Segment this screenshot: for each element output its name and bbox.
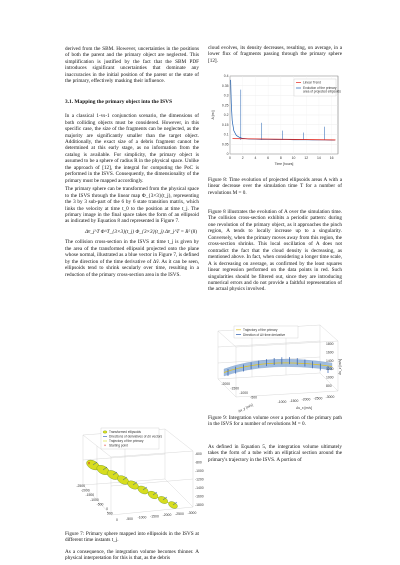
left-para-2: The primary sphere can be transformed from the physical space to the ISVS through the linear map Φ_{3×3}(t_j), representing the 3 by 3 sub-part of the 6 by 6 state transition matrix, which links the velocity at time t_0 to the position at time t_j. The primary image in the final space takes the form of an ellipsoid as indicated by Equation 8 and represented in Figure 7. <box>65 186 199 225</box>
fig9-legend-0: Trajectory of the primary <box>243 328 278 332</box>
fig7-legend-0: Transformed ellipsoids <box>109 430 141 435</box>
figure-8-chart <box>208 72 344 172</box>
right-intro: cloud evolves, its density decreases, resulting, on average, in a lower flux of fragments passing through the primary sphere [12]. <box>208 45 342 64</box>
fig7-y-tick: -500 <box>96 502 104 507</box>
fig8-legend <box>294 79 341 96</box>
fig7-y-tick: -1500 <box>85 493 95 498</box>
fig7-x-tick: -3000 <box>187 510 197 515</box>
figure-7-caption-block <box>65 531 199 544</box>
fig9-x-tick: -3000 <box>325 395 335 400</box>
left-para-3: The collision cross-section in the ISVS at time t_j is given by the area of the transformed ellipsoid projected onto the plane whose normal, illustrated as a blue vector in Figure 7, is defined by the direction of the time derivative of Δv̄. As it can be seen, ellipsoids tend to shrink secularly over time, resulting in a reduction of the primary cross-section area in the ISVS. <box>65 239 199 278</box>
figure-9-caption: Figure 9: Integration volume over a portion of the primary path in the ISVS for a number of revolutions M = 0. <box>208 415 342 428</box>
fig8-legend-0: Linear Trend <box>303 80 321 85</box>
fig9-legend-1: Direction of Δv̄ time derivative <box>243 332 286 337</box>
right-para-1-block <box>208 209 342 293</box>
equation-8 <box>65 229 199 235</box>
fig8-x-tick: 6 <box>267 156 270 160</box>
fig8-x-tick: 16 <box>329 156 334 160</box>
fig8-y-tick: 0.1 <box>223 132 229 137</box>
fig8-legend-1: Evolution of the primary area of projected ellipsoids <box>303 86 341 94</box>
fig7-x-tick: -1500 <box>150 514 159 519</box>
figure-8-caption: Figure 8: Time evolution of projected ellipsoids areas A with a linear decrease over the simulation time T for a number of revolutions M = 0. <box>208 177 342 196</box>
fig8-x-label: Time [hours] <box>274 162 294 166</box>
left-bottom-block <box>65 549 199 562</box>
fig7-z-tick: -1600 <box>195 494 204 499</box>
right-column <box>208 0 342 64</box>
fig8-y-tick: 0.35 <box>221 83 229 88</box>
fig7-y-tick: 0 <box>106 507 108 511</box>
fig8-x-tick: 10 <box>291 156 296 160</box>
fig9-y-label: Δv_y [m/s] <box>237 402 254 414</box>
fig9-x-tick: -2000 <box>301 397 311 402</box>
fig8-y-tick: 0.3 <box>223 93 229 98</box>
figure-7-legend <box>101 428 163 449</box>
fig8-y-tick: 0.2 <box>223 113 229 118</box>
equation-8-body: Δv̄_j^T Φ^T_{3×3}(t_j) Φ_{3×3}(t_j) Δv̄_j^T = R² <box>85 228 191 235</box>
fig7-x-tick: 0 <box>116 518 118 522</box>
figure-8-caption-block <box>208 177 342 196</box>
fig8-y-tick: 0 <box>226 152 229 157</box>
fig7-start-point: × <box>87 461 91 467</box>
fig9-y-tick: -1500 <box>230 386 239 391</box>
figure-9-plot <box>208 323 348 414</box>
fig7-legend-3: Starting point <box>109 443 128 448</box>
right-para-2: As defined in Equation 5, the integration volume ultimately takes the form of a tube with an elliptical section around the primary's trajectory in the ISVS. A portion of <box>208 444 342 463</box>
fig9-x-tick: -1000 <box>277 400 287 404</box>
fig9-y-tick: -2000 <box>221 382 230 386</box>
fig8-y-tick: 0.15 <box>221 122 229 127</box>
fig8-y-tick: 0.25 <box>221 103 229 108</box>
figure-8 <box>208 72 344 172</box>
left-para-4: As a consequence, the integration volume becomes thinner. A physical interpretation for this is that, as the debris <box>65 549 199 562</box>
fig9-z-tick: 1600 <box>326 350 334 355</box>
left-para-1: In a classical 1-vs-1 conjunction scenario, the dimensions of both colliding objects must be considered. However, in this specific case, the size of the fragments can be neglected, as the majority are significantly smaller than the target object. Additionally, the exact size of a debris fragment cannot be determined at this early stage, as no information from the catalog is available. For simplicity, the primary object is assumed to be a sphere of radius R in the physical space. Unlike the approach of [12], the integral for computing the PoC is performed in the ISVS. Consequently, the dimensionality of the primary must be mapped accordingly. <box>65 113 199 184</box>
fig8-x-tick: 0 <box>229 156 231 160</box>
figure-9-legend <box>234 326 298 338</box>
fig9-x-tick: -2500 <box>313 396 323 401</box>
fig7-y-tick: -2500 <box>76 484 85 488</box>
fig7-y-tick: -1000 <box>90 497 99 502</box>
figure-7-caption: Figure 7: Primary sphere mapped into ellipsoids in the ISVS at different time instants t_j. <box>65 531 199 544</box>
fig8-y-tick: 0.4 <box>223 74 229 79</box>
fig7-z-tick: -1200 <box>195 477 204 482</box>
fig8-y-tick: 0.05 <box>221 142 229 147</box>
fig9-z-tick: 1800 <box>326 342 334 346</box>
fig7-z-tick: -1400 <box>195 486 204 490</box>
fig7-legend-2: Trajectory of the primary <box>109 439 144 444</box>
fig9-z-tick: 800 <box>326 384 332 388</box>
section-3-1-title: 3.1. Mapping the primary object into the ISVS <box>65 98 173 105</box>
fig7-z-tick: -600 <box>195 452 202 456</box>
left-intro: derived from the SBM. However, uncertainties in the positions of both the parent and the primary object are neglected. This simplification is justified by the fact that the SBM PDF introduces significant uncertainties that dominate any inaccuracies in the initial position of the parent or the state of the primary, effectively masking their influence. <box>65 46 199 85</box>
fig8-x-tick: 14 <box>317 156 321 160</box>
fig9-z-tick: 1400 <box>326 358 334 363</box>
fig8-x-tick: 4 <box>254 156 257 160</box>
figure-9 <box>208 323 348 414</box>
fig7-x-tick: -500 <box>126 516 133 521</box>
fig7-z-tick: -800 <box>195 460 202 465</box>
fig7-z-tick: -1800 <box>195 503 204 507</box>
fig8-y-label: A [m²] <box>211 110 215 120</box>
fig7-x-tick: -2500 <box>175 512 184 516</box>
fig8-x-tick: 8 <box>279 156 282 160</box>
right-para-2-block <box>208 444 342 463</box>
fig7-x-tick: -2000 <box>162 513 172 518</box>
figure-7 <box>65 425 204 527</box>
fig8-x-tick: 2 <box>241 156 244 160</box>
figure-9-caption-block <box>208 415 342 428</box>
fig7-z-tick: -1000 <box>195 469 204 473</box>
fig7-legend-1: Directions of derivatives of Δv̄ vectors <box>109 434 163 439</box>
figure-7-plot <box>65 425 204 527</box>
fig9-z-tick: 1200 <box>326 367 334 372</box>
fig7-x-tick: -1000 <box>137 515 147 520</box>
fig9-y-tick: -500 <box>250 395 257 400</box>
fig7-y-tick: 500 <box>106 511 113 516</box>
fig8-x-tick: 12 <box>304 156 309 160</box>
equation-8-number: (8) <box>190 228 197 235</box>
fig7-y-tick: -2000 <box>80 488 90 493</box>
right-para-1: Figure 8 illustrates the evolution of A over the simulation time. The collision cross-section exhibits a periodic pattern: during one revolution of the primary object, as it approaches the pinch region, A tends to locally increase up to a singularity. Conversely, when the primary moves away from this region, the cross-section shrinks. This local oscillation of A does not contradict the fact that the cloud density is decreasing, as mentioned above. In fact, when considering a longer time scale, A is decreasing on average, as confirmed by the least squares linear regression performed on the data points in red. Such singularities should be filtered out, since they are introducing numerical errors and do not provide a faithful representation of the actual physics involved. <box>208 209 342 293</box>
fig9-y-tick: -1000 <box>239 391 248 395</box>
left-column <box>65 0 199 278</box>
svg-text:×: × <box>103 442 107 448</box>
fig9-x-label: Δv_x [m/s] <box>296 406 312 410</box>
fig9-z-tick: 1000 <box>326 375 334 380</box>
fig9-z-label: Δv_z [m/s] <box>338 359 342 375</box>
fig9-x-tick: -1500 <box>289 398 299 403</box>
